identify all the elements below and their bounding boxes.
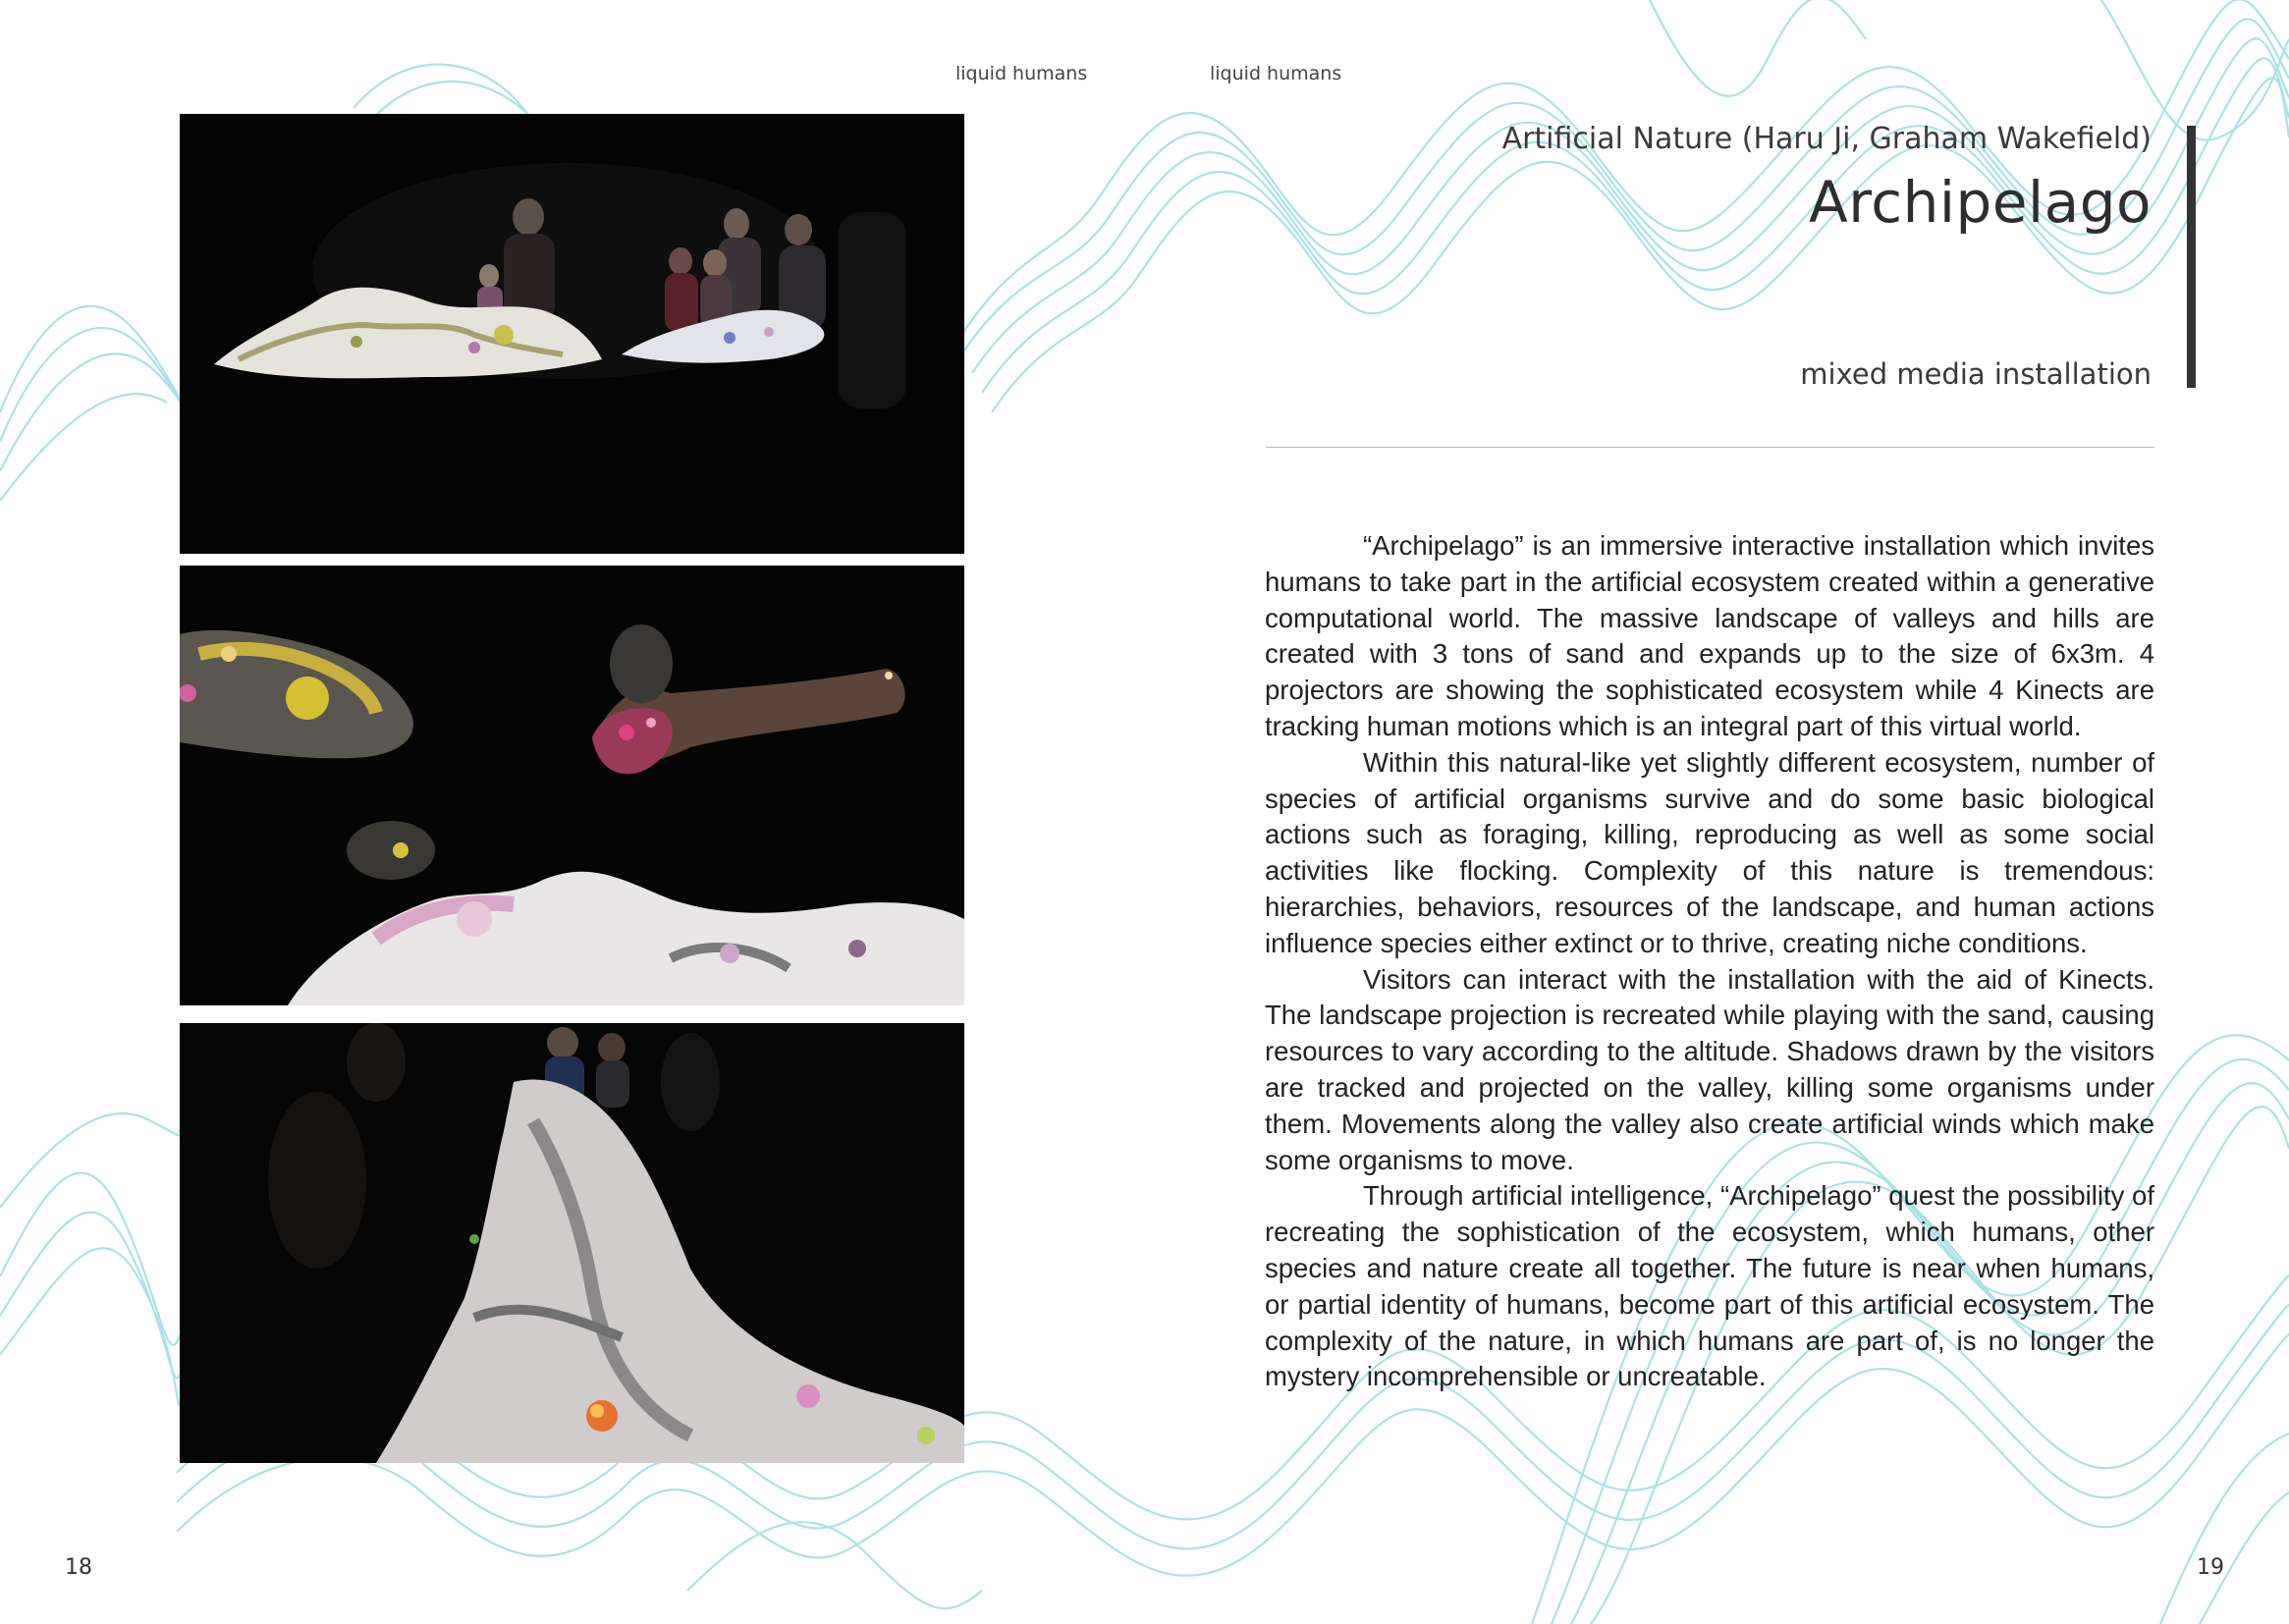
title-accent-bar	[2187, 126, 2196, 388]
photo-visitors-around-landscape	[180, 114, 964, 554]
section-divider	[1266, 447, 2154, 448]
running-head-left: liquid humans	[955, 63, 1088, 84]
description-paragraph-4: Through artificial intelligence, “Archipelago” quest the possibility of recreating the sophistication of the ecosystem, which humans, other species and nature create all together. The future is near when humans, or partial identity of humans, become part of this artificial ecosystem. The complexity of the nature, in which humans are part of, is no longer the mystery incomprehensible or uncreatable.	[1265, 1180, 2154, 1392]
installation-photo-2	[180, 566, 964, 1005]
page-number-left: 18	[65, 1555, 92, 1580]
photo-hand-holding-sand	[180, 566, 964, 1005]
photo-long-landscape	[180, 1023, 964, 1463]
artwork-title: Archipelago	[1809, 169, 2152, 236]
artwork-description	[1265, 528, 2154, 1395]
description-paragraph-3: Visitors can interact with the installation with the aid of Kinects. The landscape projection is recreated while playing with the sand, causing resources to vary according to the altitude. Shadows drawn by the visitors are tracked and projected on the valley, killing some organisms under them. Movements along the valley also create artificial winds which make some organisms to move.	[1265, 963, 2154, 1175]
description-paragraph-1: “Archipelago” is an immersive interactive installation which invites humans to take part in the artificial ecosystem created within a generative computational world. The massive landscape of valleys and hills are created with 3 tons of sand and expands up to the size of 6x3m. 4 projectors are showing the sophisticated ecosystem while 4 Kinects are tracking human motions which is an integral part of this virtual world.	[1265, 530, 2154, 741]
running-head-right: liquid humans	[1210, 63, 1342, 84]
description-paragraph-2: Within this natural-like yet slightly different ecosystem, number of species of artificial organisms survive and do some basic biological actions such as foraging, killing, reproducing as well as some social activities like flocking. Complexity of this nature is tremendous: hierarchies, behaviors, resources of the landscape, and human actions influence species either extinct or to thrive, creating niche conditions.	[1265, 746, 2154, 958]
artwork-medium: mixed media installation	[1800, 357, 2152, 391]
page-number-right: 19	[2197, 1555, 2224, 1580]
installation-photo-3	[180, 1023, 964, 1463]
artist-name: Artificial Nature (Haru Ji, Graham Wakefield)	[1501, 122, 2152, 156]
installation-photo-1	[180, 114, 964, 554]
